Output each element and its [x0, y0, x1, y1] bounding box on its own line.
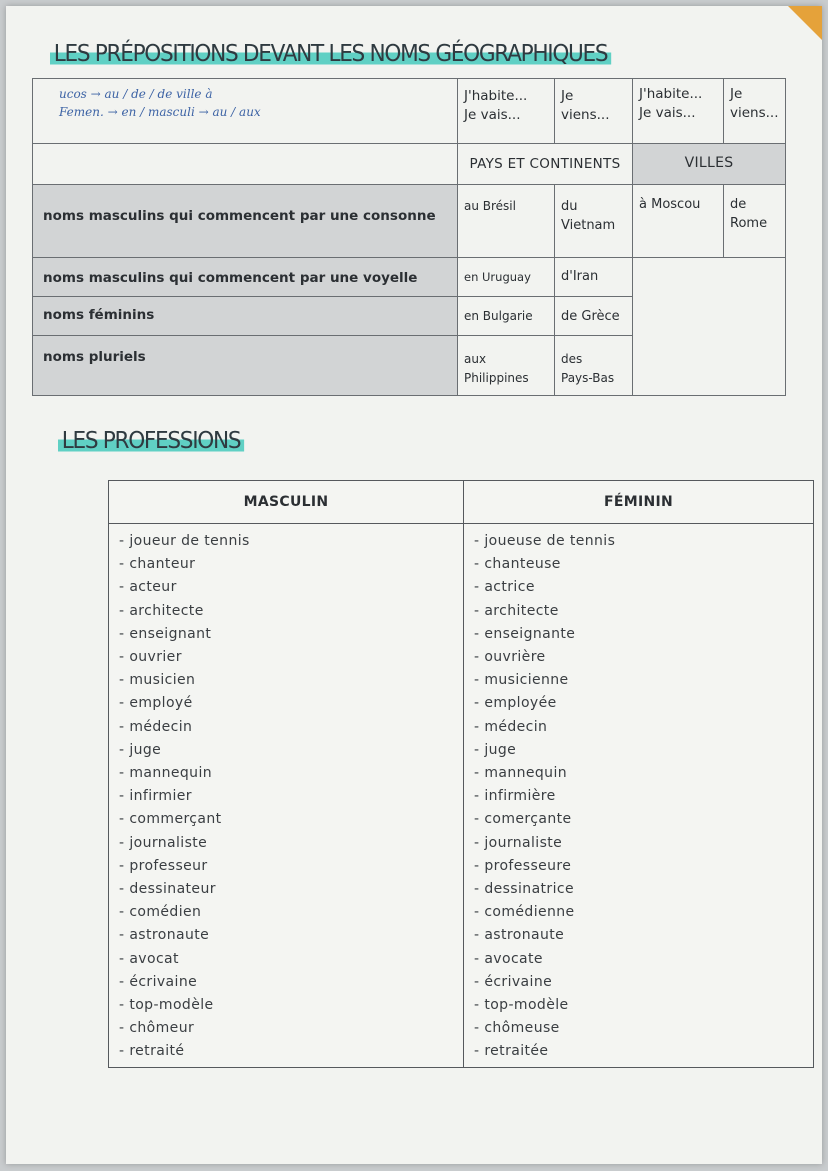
- feminin-item: - journaliste: [474, 832, 813, 855]
- masculin-header: MASCULIN: [109, 481, 463, 524]
- masculin-item: - professeur: [119, 855, 463, 878]
- geo-prepositions-table: [32, 78, 786, 396]
- row-label-pluriels: noms pluriels: [32, 335, 458, 396]
- masculin-item: - ouvrier: [119, 646, 463, 669]
- cell-pays-de-feminins: de Grèce: [554, 296, 633, 336]
- feminin-item: - mannequin: [474, 762, 813, 785]
- feminin-header: FÉMININ: [464, 481, 813, 524]
- masculin-item: - joueur de tennis: [119, 530, 463, 553]
- masculin-item: - écrivaine: [119, 971, 463, 994]
- worksheet-page: [6, 6, 822, 1164]
- handwritten-note-line: ucos → au / de / de ville à: [59, 87, 213, 101]
- feminin-item: - musicienne: [474, 669, 813, 692]
- feminin-item: - avocate: [474, 948, 813, 971]
- masculin-item: - juge: [119, 739, 463, 762]
- row-label-masc-consonne: noms masculins qui commencent par une consonne: [32, 184, 458, 258]
- feminin-column: [464, 481, 813, 1067]
- verb-habite-villes: J'habite... Je vais...: [632, 78, 724, 144]
- masculin-item: - retraité: [119, 1040, 463, 1063]
- masculin-item: - avocat: [119, 948, 463, 971]
- verb-viens-pays: Je viens...: [554, 78, 633, 144]
- handwritten-note-line: Femen. → en / masculi → au / aux: [59, 105, 261, 119]
- header-blank: [32, 143, 458, 185]
- cell-pays-a-masc-consonne: au Brésil: [457, 184, 555, 258]
- feminin-item: - astronaute: [474, 924, 813, 947]
- masculin-item: - top-modèle: [119, 994, 463, 1017]
- feminin-item: - médecin: [474, 716, 813, 739]
- page-corner-tab: [788, 6, 822, 40]
- cell-pays-a-masc-voyelle: en Uruguay: [457, 257, 555, 297]
- geo-title: LES PRÉPOSITIONS DEVANT LES NOMS GÉOGRAPHIQUES: [50, 41, 611, 67]
- row-label-masc-voyelle: noms masculins qui commencent par une voyelle: [32, 257, 458, 297]
- masculin-item: - chanteur: [119, 553, 463, 576]
- verb-viens-villes: Je viens...: [723, 78, 786, 144]
- header-pays-continents: PAYS ET CONTINENTS: [457, 143, 633, 185]
- feminin-item: - retraitée: [474, 1040, 813, 1063]
- professions-table: [108, 480, 814, 1068]
- cell-pays-a-feminins: en Bulgarie: [457, 296, 555, 336]
- cell-pays-a-pluriels: aux Philippines: [457, 335, 555, 396]
- feminin-item: - top-modèle: [474, 994, 813, 1017]
- cell-ville-a: à Moscou: [632, 184, 724, 258]
- feminin-item: - professeure: [474, 855, 813, 878]
- masculin-item: - infirmier: [119, 785, 463, 808]
- feminin-item: - joueuse de tennis: [474, 530, 813, 553]
- handwritten-notes: [32, 78, 458, 144]
- cell-pays-de-masc-voyelle: d'Iran: [554, 257, 633, 297]
- feminin-item: - chômeuse: [474, 1017, 813, 1040]
- villes-blank-area: [632, 257, 786, 396]
- masculin-item: - comédien: [119, 901, 463, 924]
- cell-pays-de-masc-consonne: du Vietnam: [554, 184, 633, 258]
- masculin-column: [109, 481, 464, 1067]
- feminin-item: - dessinatrice: [474, 878, 813, 901]
- masculin-item: - dessinateur: [119, 878, 463, 901]
- feminin-item: - employée: [474, 692, 813, 715]
- masculin-item: - architecte: [119, 600, 463, 623]
- feminin-item: - chanteuse: [474, 553, 813, 576]
- header-villes: VILLES: [632, 143, 786, 185]
- masculin-item: - astronaute: [119, 924, 463, 947]
- feminin-item: - actrice: [474, 576, 813, 599]
- feminin-item: - architecte: [474, 600, 813, 623]
- feminin-item: - enseignante: [474, 623, 813, 646]
- professions-title: LES PROFESSIONS: [58, 428, 244, 454]
- masculin-item: - commerçant: [119, 808, 463, 831]
- masculin-item: - acteur: [119, 576, 463, 599]
- row-label-feminins: noms féminins: [32, 296, 458, 336]
- cell-pays-de-pluriels: des Pays-Bas: [554, 335, 633, 396]
- feminin-item: - infirmière: [474, 785, 813, 808]
- masculin-item: - journaliste: [119, 832, 463, 855]
- masculin-item: - mannequin: [119, 762, 463, 785]
- cell-ville-de: de Rome: [723, 184, 786, 258]
- masculin-item: - chômeur: [119, 1017, 463, 1040]
- masculin-list: [109, 524, 463, 1064]
- feminin-list: [464, 524, 813, 1064]
- feminin-item: - ouvrière: [474, 646, 813, 669]
- feminin-item: - écrivaine: [474, 971, 813, 994]
- masculin-item: - musicien: [119, 669, 463, 692]
- feminin-item: - juge: [474, 739, 813, 762]
- verb-habite-pays: J'habite... Je vais...: [457, 78, 555, 144]
- feminin-item: - comerçante: [474, 808, 813, 831]
- masculin-item: - employé: [119, 692, 463, 715]
- masculin-item: - enseignant: [119, 623, 463, 646]
- feminin-item: - comédienne: [474, 901, 813, 924]
- masculin-item: - médecin: [119, 716, 463, 739]
